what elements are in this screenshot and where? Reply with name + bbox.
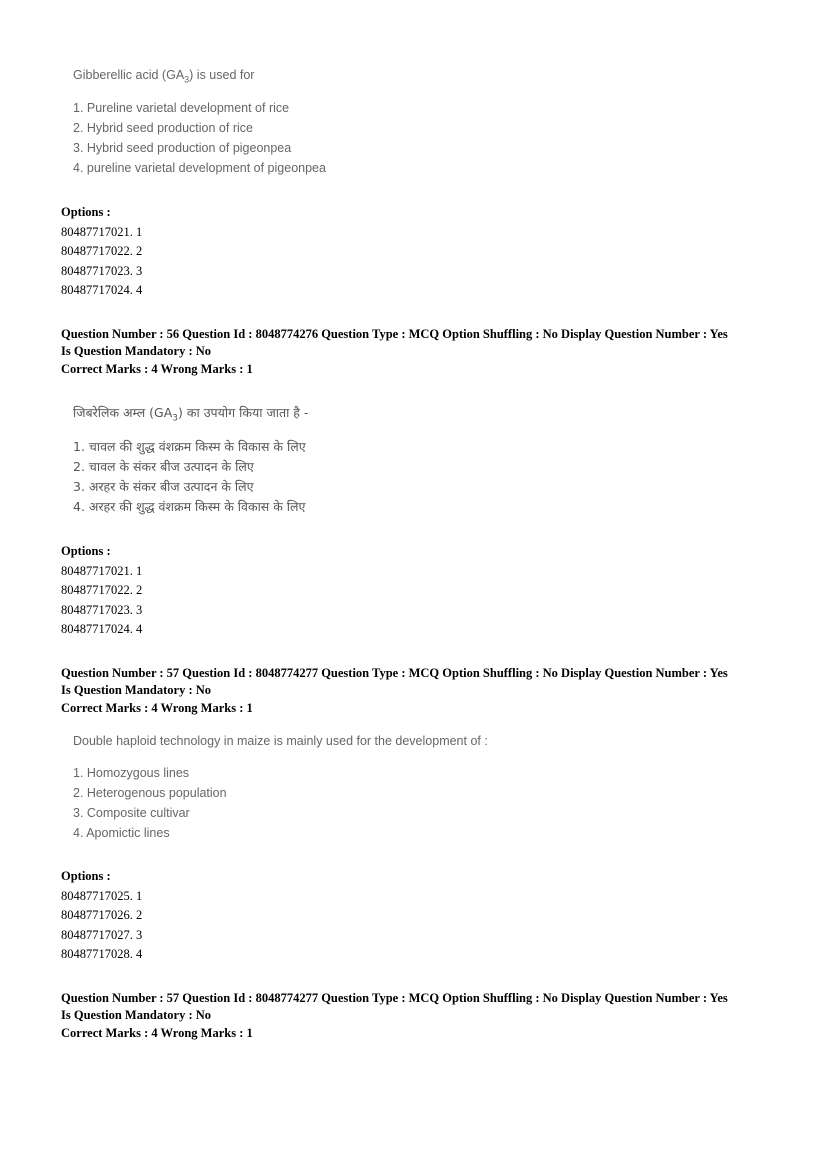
- options-list: [61, 542, 142, 640]
- question-choice: 4. Apomictic lines: [73, 826, 170, 840]
- question-mandatory: Is Question Mandatory : No: [61, 682, 212, 697]
- option-row: 80487717028. 4: [61, 947, 143, 961]
- question-meta-line: Question Number : 57 Question Id : 8048774277 Question Type : MCQ Option Shuffling : No Display Question Number : Yes: [61, 666, 728, 680]
- option-row: 80487717027. 3: [61, 927, 143, 942]
- question-meta-line: Question Number : 57 Question Id : 8048774277 Question Type : MCQ Option Shuffling : No Display Question Number : Yes: [61, 991, 728, 1005]
- question-choice: 2. Hybrid seed production of rice: [73, 120, 253, 135]
- option-row: 80487717023. 3: [61, 602, 143, 617]
- question-mandatory: Is Question Mandatory : No: [61, 1007, 212, 1022]
- question-text: Double haploid technology in maize is mainly used for the development of :: [73, 734, 488, 748]
- question-choice: 3. अरहर के संकर बीज उत्पादन के लिए: [73, 478, 254, 494]
- option-row: 80487717026. 2: [61, 908, 143, 922]
- option-row: 80487717021. 1: [61, 224, 143, 239]
- options-header: Options :: [61, 869, 111, 883]
- question-choice: 1. Homozygous lines: [73, 766, 190, 780]
- option-row: 80487717024. 4: [61, 622, 143, 636]
- question-text: जिबरेलिक अम्ल $(GA_3)$ का उपयोग किया जाता है -: [73, 405, 309, 424]
- options-header: Options :: [61, 205, 111, 219]
- question-image-hindi-ga3: [73, 404, 308, 517]
- question-choice: 3. Composite cultivar: [73, 806, 190, 820]
- question-choice: 1. चावल की शुद्ध वंशक्रम किस्म के विकास के लिए: [73, 438, 306, 454]
- question-marks: Correct Marks : 4 Wrong Marks : 1: [61, 1026, 253, 1040]
- question-marks: Correct Marks : 4 Wrong Marks : 1: [61, 362, 253, 376]
- option-row: 80487717021. 1: [61, 563, 143, 578]
- question-marks: Correct Marks : 4 Wrong Marks : 1: [61, 701, 253, 715]
- question-choice: 4. pureline varietal development of pigeonpea: [73, 160, 326, 175]
- question-meta: [61, 990, 777, 1042]
- question-meta: [61, 326, 777, 378]
- option-row: 80487717024. 4: [61, 283, 143, 297]
- question-mandatory: Is Question Mandatory : No: [61, 343, 212, 358]
- question-choice: 2. चावल के संकर बीज उत्पादन के लिए: [73, 458, 254, 474]
- options-list: [61, 203, 142, 301]
- question-choice: 3. Hybrid seed production of pigeonpea: [73, 140, 292, 155]
- question-meta-line: Question Number : 56 Question Id : 8048774276 Question Type : MCQ Option Shuffling : No Display Question Number : Yes: [61, 327, 728, 341]
- question-image-english-double-haploid: [73, 734, 488, 843]
- question-choices: [73, 437, 308, 517]
- question-choice: 2. Heterogenous population: [73, 786, 227, 800]
- options-list: [61, 867, 142, 965]
- question-choices: [73, 763, 488, 843]
- options-header: Options :: [61, 544, 111, 558]
- option-row: 80487717025. 1: [61, 888, 143, 903]
- option-row: 80487717023. 3: [61, 263, 143, 278]
- question-choices: [73, 98, 326, 178]
- question-choice: 1. Pureline varietal development of rice: [73, 100, 290, 115]
- option-row: 80487717022. 2: [61, 244, 143, 258]
- question-meta: [61, 665, 777, 717]
- question-text: Gibberellic acid $(GA_3)$ is used for: [73, 68, 255, 85]
- question-choice: 4. अरहर की शुद्ध वंशक्रम किस्म के विकास के लिए: [73, 498, 306, 514]
- option-row: 80487717022. 2: [61, 583, 143, 597]
- question-image-english-ga3: [73, 68, 326, 178]
